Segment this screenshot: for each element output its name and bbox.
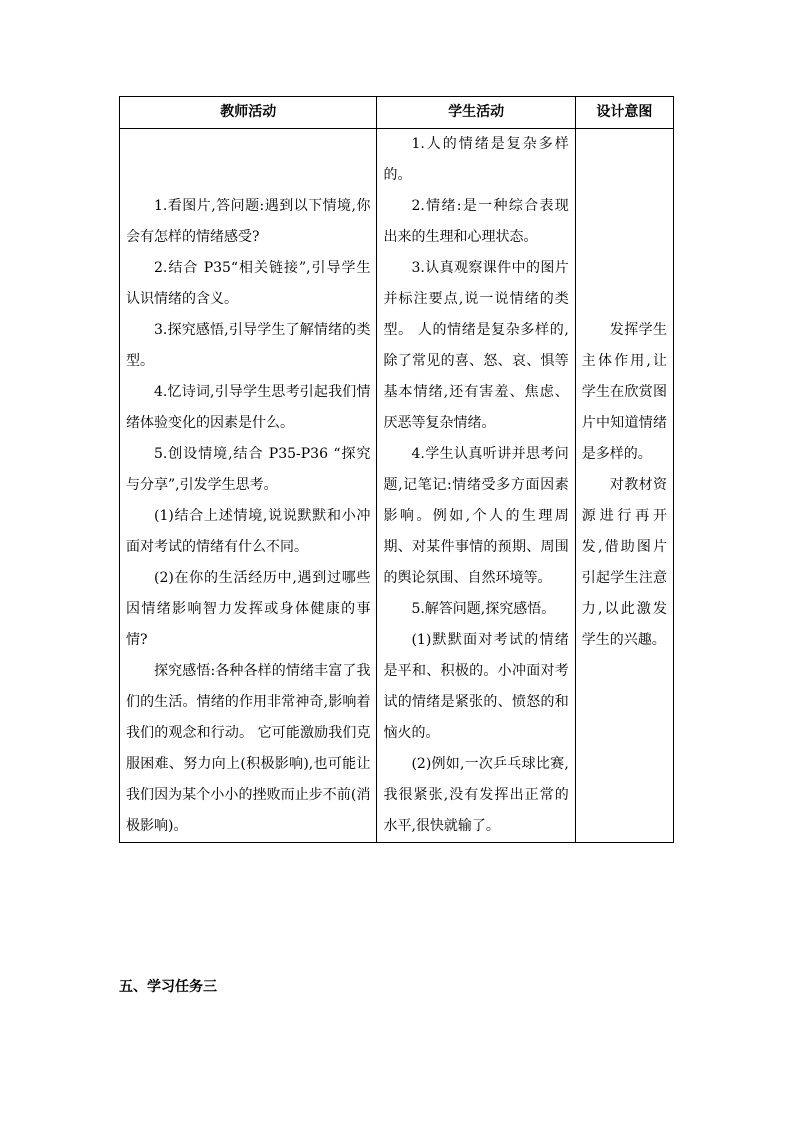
teacher-paragraph: (1)结合上述情境,说说默默和小冲面对考试的情绪有什么不同。 <box>126 508 371 555</box>
teacher-activity-cell <box>120 129 377 843</box>
student-paragraph: 5.解答问题,探究感悟。 <box>411 601 556 617</box>
teacher-paragraph: 5.创设情境,结合 P35-P36 “探究与分享”,引发学生思考。 <box>126 446 371 493</box>
section-heading: 五、学习任务三 <box>119 979 217 995</box>
student-activity-cell <box>377 129 575 843</box>
table-row <box>120 129 674 843</box>
teacher-paragraph: 1.看图片,答问题:遇到以下情境,你会有怎样的情绪感受? <box>126 198 371 245</box>
design-intent-cell <box>575 129 673 843</box>
student-paragraph: 3.认真观察课件中的图片并标注要点,说一说情绪的类型。 人的情绪是复杂多样的,除了常见的喜、怒、哀、惧等基本情绪,还有害羞、焦虑、厌恶等复杂情绪。 <box>383 260 569 431</box>
intent-paragraph: 发挥学生主体作用,让学生在欣赏图片中知道情绪是多样的。 <box>581 322 667 462</box>
intent-paragraph: 对教材资源进行再开发,借助图片引起学生注意力,以此激发学生的兴趣。 <box>581 477 667 648</box>
student-paragraph: (2)例如,一次乒乓球比赛,我很紧张,没有发挥出正常的水平,很快就输了。 <box>383 756 569 834</box>
header-teacher-activity: 教师活动 <box>120 97 377 129</box>
header-design-intent: 设计意图 <box>575 97 673 129</box>
student-paragraph: (1)默默面对考试的情绪是平和、积极的。小冲面对考试的情绪是紧张的、愤怒的和恼火的。 <box>383 632 569 741</box>
teacher-paragraph: 2.结合 P35“相关链接”,引导学生认识情绪的含义。 <box>126 260 371 307</box>
lesson-activity-table <box>119 96 674 843</box>
teacher-paragraph: 探究感悟:各种各样的情绪丰富了我们的生活。情绪的作用非常神奇,影响着我们的观念和行动。 它可能激励我们克服困难、努力向上(积极影响),也可能让我们因为某个小小的挫败而止步不前(消极影响)。 <box>126 663 371 834</box>
student-paragraph: 1.人的情绪是复杂多样的。 <box>383 136 569 183</box>
table-header-row <box>120 97 674 129</box>
teacher-paragraph: (2)在你的生活经历中,遇到过哪些因情绪影响智力发挥或身体健康的事情? <box>126 570 371 648</box>
teacher-paragraph: 3.探究感悟,引导学生了解情绪的类型。 <box>126 322 371 369</box>
teacher-paragraph: 4.忆诗词,引导学生思考引起我们情绪体验变化的因素是什么。 <box>126 384 371 431</box>
header-student-activity: 学生活动 <box>377 97 575 129</box>
student-paragraph: 4.学生认真听讲并思考问题,记笔记:情绪受多方面因素影响。例如,个人的生理周期、对某件事情的预期、周围的舆论氛围、自然环境等。 <box>383 446 569 586</box>
student-paragraph: 2.情绪:是一种综合表现出来的生理和心理状态。 <box>383 198 569 245</box>
